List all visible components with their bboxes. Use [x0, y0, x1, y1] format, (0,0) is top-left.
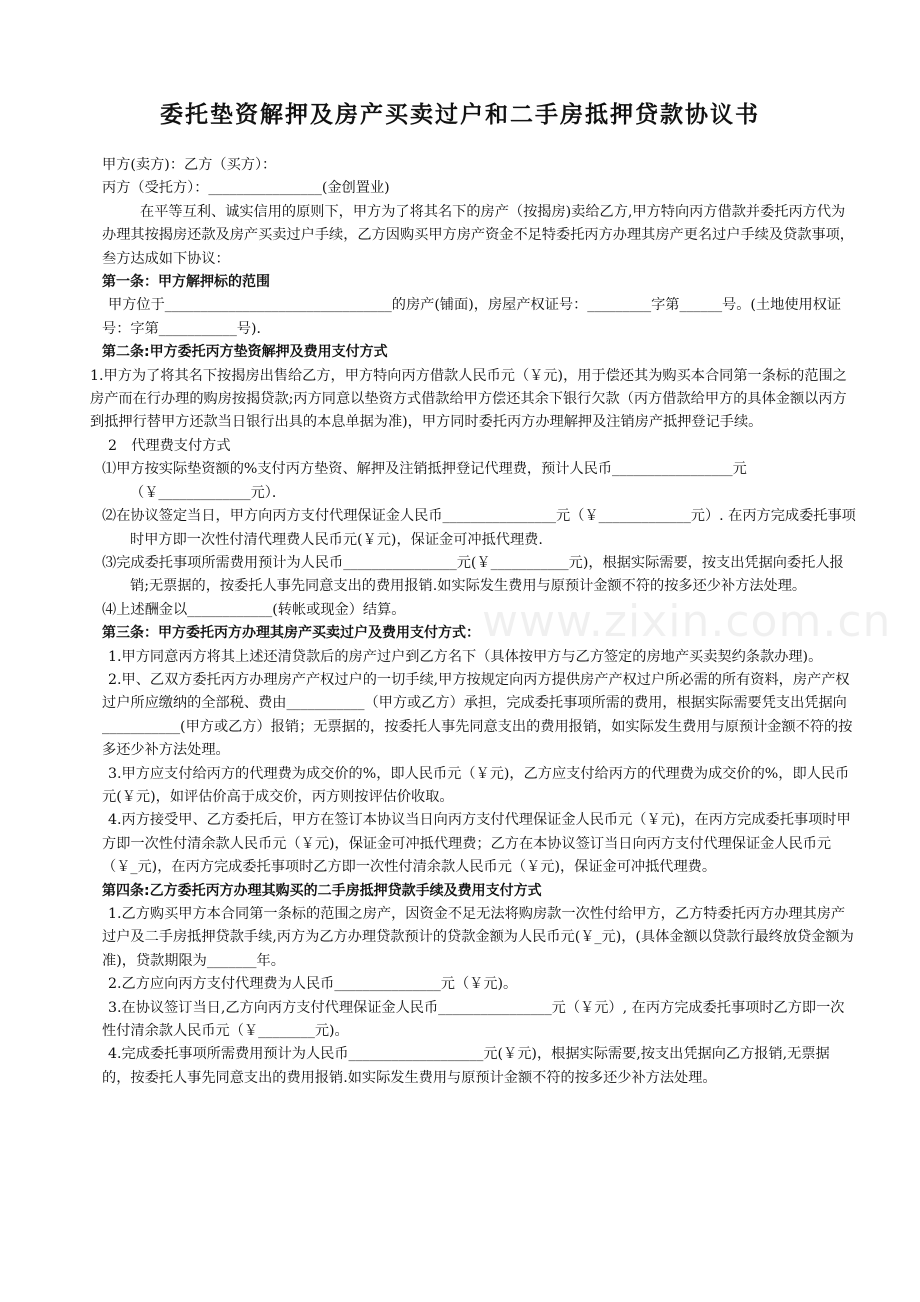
article-3-clause-3: 3.甲方应支付给丙方的代理费为成交价的%，即人民币元（￥元)，乙方应支付给丙方的代理费为成交价的%，即人民币元(￥元)，如评估价高于成交价，丙方则按评估价收取。: [102, 765, 850, 805]
article-2-heading: 第二条:甲方委托丙方垫资解押及费用支付方式: [102, 344, 388, 361]
party-a-b-line: 甲方(卖方)：乙方（买方）：: [102, 157, 277, 173]
preamble: 在平等互利、诚实信用的原则下，甲方为了将其名下的房产（按揭房)卖给乙方,甲方特向丙方借款并委托丙方代为办理其按揭房还款及房产买卖过户手续，乙方因购买甲方房产资金不足特委托丙方办理其房产更名过户手续及贷款事项，叁方达成如下协议：: [102, 203, 854, 267]
party-c-line: 丙方（受托方）：________________(金创置业): [102, 180, 390, 197]
article-1-heading: 第一条：甲方解押标的范围: [102, 274, 270, 291]
document-title: 委托垫资解押及房产买卖过户和二手房抵押贷款协议书: [160, 102, 760, 128]
article-4-clause-3: 3.在协议签订当日,乙方向丙方支付代理保证金人民币________________元（￥元）, 在丙方完成委托事项时乙方即一次性付清余款人民币元（￥________元)。: [102, 999, 845, 1040]
watermark-text: www.zixin.com.cn: [482, 596, 892, 647]
article-2-item-1: ⑴甲方按实际垫资额的%支付丙方垫资、解押及注销抵押登记代理费，预计人民币_________________元（￥_____________元）．: [102, 461, 747, 501]
article-3-clause-4: 4.丙方接受甲、乙方委托后，甲方在签订本协议当日向丙方支付代理保证金人民币元（￥元)，在丙方完成委托事项时甲方即一次性付清余款人民币元（￥元)，保证金可冲抵代理费；乙方在本协议签订当日向丙方支付代理保证金人民币元（￥_元)，在丙方完成委托事项时乙方即一次性付清余款人民币元（￥元)，保证金可冲抵代理费。: [102, 812, 851, 876]
article-2-item-2: ⑵在协议签定当日，甲方向丙方支付代理保证金人民币________________元（￥_____________元）. 在丙方完成委托事项时甲方即一次性付清代理费人民币元(￥元)，保证金可冲抵代理费.: [102, 508, 856, 548]
article-4-clause-1: 1.乙方购买甲方本合同第一条标的范围之房产，因资金不足无法将购房款一次性付给甲方，乙方特委托丙方办理其房产过户及二手房抵押贷款手续,丙方为乙方办理贷款预计的贷款金额为人民币元(￥_元)，(具体金额以贷款行最终放贷金额为准)，贷款期限为_______年。: [102, 906, 854, 969]
article-4-clause-2: 2.乙方应向丙方支付代理费为人民币_______________元（￥元)。: [108, 976, 518, 993]
article-2-clause-2: 2 代理费支付方式: [108, 437, 231, 454]
article-2-clause-1: 1.甲方为了将其名下按揭房出售给乙方，甲方特向丙方借款人民币元（￥元)，用于偿还其为购买本合同第一条标的范围之房产而在行办理的购房按揭贷款;丙方同意以垫资方式借款给甲方偿还其余下银行欠款（丙方借款给甲方的具体金额以丙方到抵押行替甲方还款当日银行出具的本息单据为准)，甲方同时委托丙方办理解押及注销房产抵押登记手续。: [90, 367, 847, 431]
article-4-clause-4: 4.完成委托事项所需费用预计为人民币___________________元(￥元)，根据实际需要,按支出凭据向乙方报销,无票据的，按委托人事先同意支出的费用报销.如实际发生费用与原预计金额不符的按多还少补方法处理。: [102, 1046, 830, 1086]
article-2-item-3: ⑶完成委托事项所需费用预计为人民币________________元(￥___________元)，根据实际需要，按支出凭据向委托人报销;无票据的，按委托人事先同意支出的费用报销.如实际发生费用与原预计金额不符的按多还少补方法处理。: [102, 554, 844, 595]
article-3-heading: 第三条：甲方委托丙方办理其房产买卖过户及费用支付方式：: [102, 625, 480, 642]
article-3-clause-2: 2.甲、乙双方委托丙方办理房产产权过户的一切手续,甲方按规定向丙方提供房产产权过户所必需的所有资料，房产产权过户所应缴纳的全部税、费由___________（甲方或乙方）承担，完成委托事项所需的费用，根据实际需要凭支出凭据向___________(甲方或乙方）报销；无票据的，按委托人事先同意支出的费用报销，如实际发生费用与原预计金额不符的按多还少补方法处理。: [102, 671, 853, 759]
article-3-clause-1: 1.甲方同意丙方将其上述还清贷款后的房产过户到乙方名下（具体按甲方与乙方签定的房地产买卖契约条款办理)。: [108, 648, 823, 665]
document-body: [90, 154, 856, 1090]
article-1-text: 甲方位于________________________________的房产(铺面)，房屋产权证号：_________字第______号。(土地使用权证号：字第___________号)．: [102, 297, 842, 337]
article-2-item-4: ⑷上述酬金以____________(转帐或现金）结算。: [102, 601, 406, 618]
article-4-heading: 第四条:乙方委托丙方办理其购买的二手房抵押贷款手续及费用支付方式: [102, 882, 542, 899]
